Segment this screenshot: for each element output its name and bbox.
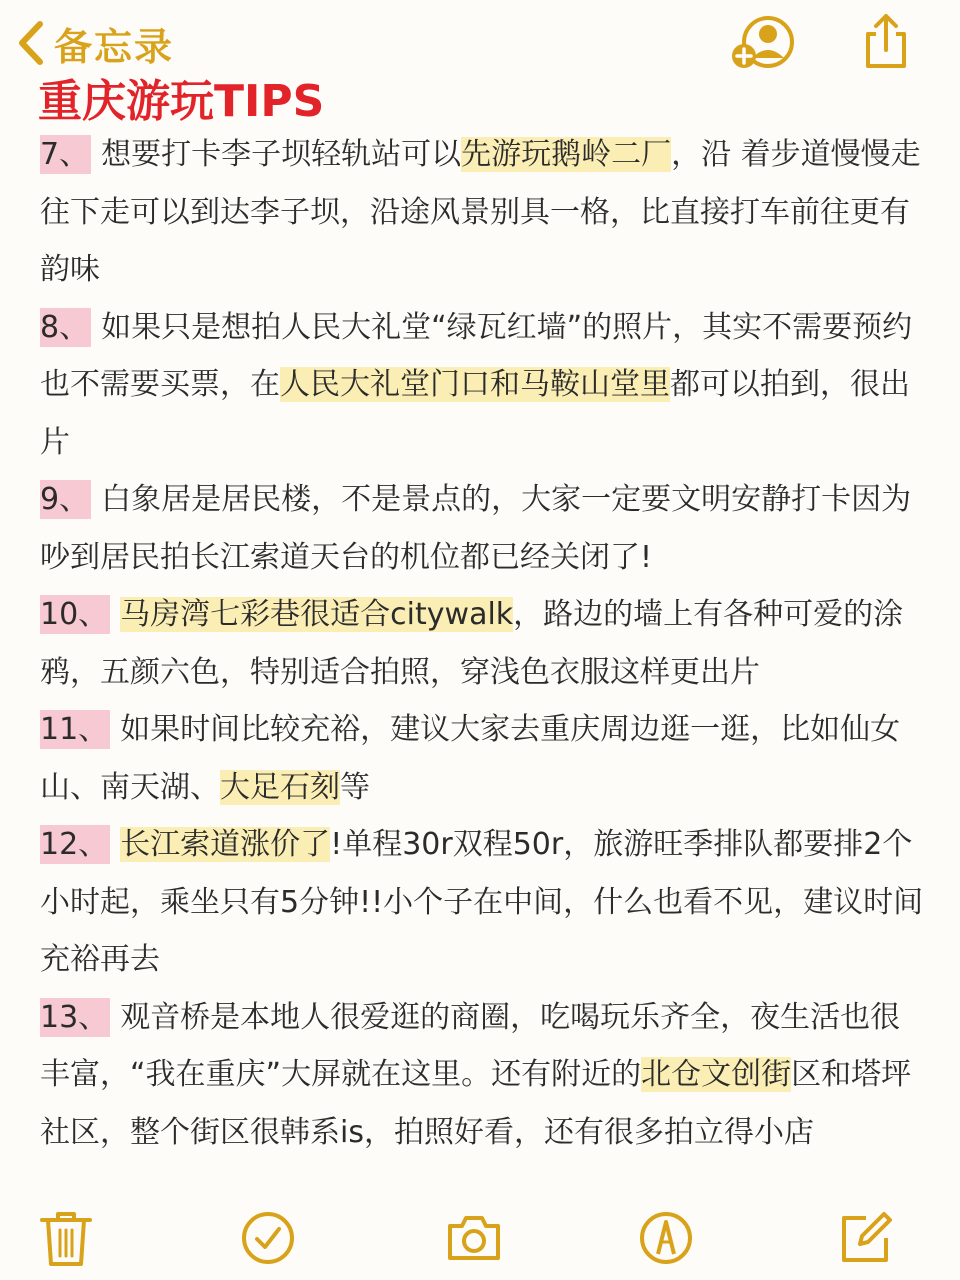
tip-text: !单程30r双程50r，旅游旺季排队都要排2个小时起，乘坐只有5分钟!!小个子在中间，什么也看不见，建议时间充裕再去 <box>40 827 924 977</box>
highlighted-text: 北仓文创街 <box>641 1057 792 1092</box>
back-label: 备忘录 <box>54 24 175 69</box>
add-person-icon <box>728 14 796 72</box>
share-button[interactable] <box>860 12 912 70</box>
checklist-button[interactable] <box>238 1208 298 1268</box>
pen-icon <box>636 1208 696 1268</box>
checklist-icon <box>238 1208 298 1268</box>
highlighted-text: 人民大礼堂门口和马鞍山堂里 <box>280 367 670 402</box>
tip-paragraph <box>40 471 925 586</box>
tip-number: 9、 <box>40 482 90 517</box>
chevron-left-icon <box>14 20 48 66</box>
compose-button[interactable] <box>836 1208 896 1268</box>
tip-text: 都可以拍到，很出片 <box>40 367 910 460</box>
delete-button[interactable] <box>36 1208 96 1268</box>
highlighted-text: 先游玩鹅岭二厂 <box>461 137 672 172</box>
tip-number: 11、 <box>40 712 109 747</box>
highlighted-text: 长江索道涨价了 <box>120 827 331 862</box>
tip-paragraph <box>40 989 925 1162</box>
tip-paragraph <box>40 586 925 701</box>
share-collaborate-button[interactable] <box>728 14 796 72</box>
tip-paragraph <box>40 701 925 816</box>
camera-icon <box>444 1208 504 1268</box>
tip-text: 观音桥是本地人很爱逛的商圈，吃喝玩乐齐全，夜生活也很丰富，“我在重庆”大屏就在这里。还有附近的 <box>40 999 901 1092</box>
tip-text: ，路边的墙上有各种可爱的涂鸦，五颜六色，特别适合拍照，穿浅色衣服这样更出片 <box>40 597 904 690</box>
camera-button[interactable] <box>444 1208 504 1268</box>
tip-paragraph <box>40 126 925 299</box>
tip-number: 7、 <box>40 137 90 172</box>
navigation-bar <box>0 0 960 80</box>
compose-icon <box>836 1208 896 1268</box>
tip-number: 10、 <box>40 597 109 632</box>
tip-text: 如果时间比较充裕，建议大家去重庆周边逛一逛，比如仙女山、南天湖、 <box>40 712 901 805</box>
trash-icon <box>36 1208 96 1268</box>
share-icon <box>860 12 912 70</box>
note-title: 重庆游玩TIPS <box>38 76 325 127</box>
tip-text: 白象居是居民楼，不是景点的，大家一定要文明安静打卡因为吵到居民拍长江索道天台的机位都已经关闭了! <box>40 482 912 575</box>
note-body[interactable] <box>40 126 925 1161</box>
tip-text: 想要打卡李子坝轻轨站可以 <box>101 137 462 172</box>
tip-text: 等 <box>340 769 370 805</box>
tip-text: 区和塔坪社区，整个街区很韩系is，拍照好看，还有很多拍立得小店 <box>40 1057 912 1150</box>
highlighted-text: 大足石刻 <box>220 769 340 805</box>
tip-paragraph <box>40 816 925 989</box>
tip-paragraph <box>40 299 925 472</box>
tip-text: ，沿 着步道慢慢走往下走可以到达李子坝，沿途风景别具一格，比直接打车前往更有韵味 <box>40 137 921 287</box>
tip-number: 13、 <box>40 999 109 1035</box>
back-button[interactable] <box>14 18 174 68</box>
highlighted-text: 马房湾七彩巷很适合citywalk <box>120 597 514 632</box>
tip-text: 如果只是想拍人民大礼堂“绿瓦红墙”的照片，其实不需要预约也不需要买票，在 <box>40 309 913 402</box>
tip-number: 12、 <box>40 827 109 862</box>
bottom-toolbar <box>0 1200 960 1280</box>
markup-button[interactable] <box>636 1208 696 1268</box>
tip-number: 8、 <box>40 309 90 345</box>
